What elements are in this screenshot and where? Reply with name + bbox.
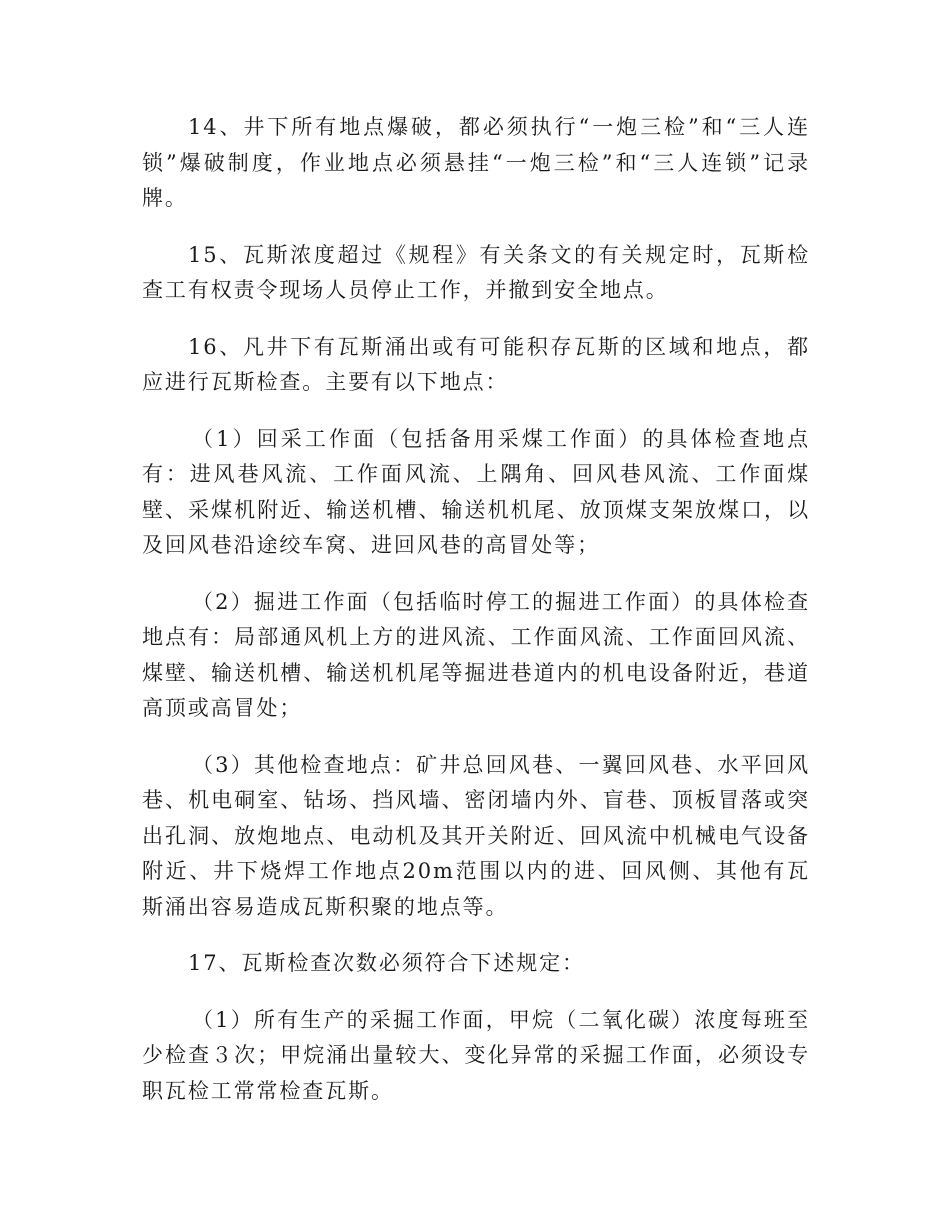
paragraph-item-17-1: （1）所有生产的采掘工作面，甲烷（二氧化碳）浓度每班至少检查３次；甲烷涌出量较大、变化异常的采掘工作面，必须设专职瓦检工常常检查瓦斯。 — [142, 1007, 810, 1103]
paragraph-item-16-3: （3）其他检查地点：矿井总回风巷、一翼回风巷、水平回风巷、机电硐室、钻场、挡风墙、密闭墙内外、盲巷、顶板冒落或突出孔洞、放炮地点、电动机及其开关附近、回风流中机械电气设备附近、井下烧焊工作地点20m范围以内的进、回风侧、其他有瓦斯涌出容易造成瓦斯积聚的地点等。 — [142, 752, 810, 919]
paragraph-item-15: 15、瓦斯浓度超过《规程》有关条文的有关规定时，瓦斯检查工有权责令现场人员停止工作，并撤到安全地点。 — [142, 242, 810, 302]
paragraph-item-17: 17、瓦斯检查次数必须符合下述规定： — [188, 951, 585, 975]
paragraph-item-16-1: （1）回采工作面（包括备用采煤工作面）的具体检查地点有：进风巷风流、工作面风流、上隅角、回风巷风流、工作面煤壁、采煤机附近、输送机槽、输送机机尾、放顶煤支架放煤口，以及回风巷沿途绞车窝、进回风巷的高冒处等； — [142, 426, 810, 557]
document-body — [142, 110, 810, 1130]
paragraph-item-16: 16、凡井下有瓦斯涌出或有可能积存瓦斯的区域和地点，都应进行瓦斯检查。主要有以下地点： — [142, 334, 810, 394]
paragraph-item-14: 14、井下所有地点爆破，都必须执行“一炮三检”和“三人连锁”爆破制度，作业地点必须悬挂“一炮三检”和“三人连锁”记录牌。 — [142, 115, 810, 210]
paragraph-item-16-2: （2）掘进工作面（包括临时停工的掘进工作面）的具体检查地点有：局部通风机上方的进风流、工作面风流、工作面回风流、煤壁、输送机槽、输送机机尾等掘进巷道内的机电设备附近，巷道高顶或高冒处； — [142, 589, 810, 720]
